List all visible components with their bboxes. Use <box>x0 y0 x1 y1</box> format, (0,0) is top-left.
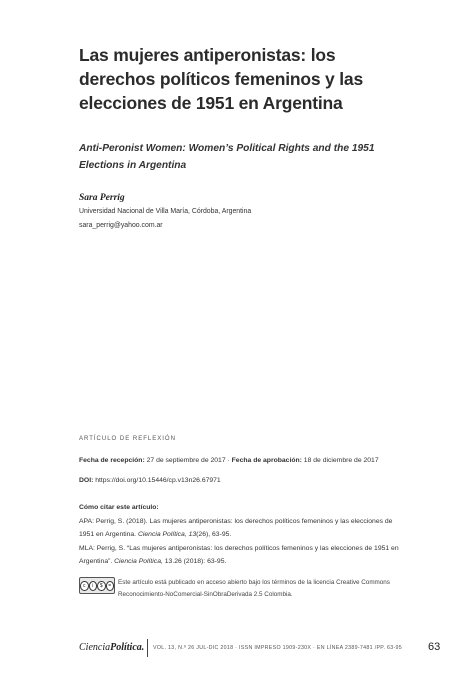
mla-issue: 13.26 (2018): 63-95. <box>162 557 227 565</box>
article-title: Las mujeres antiperonistas: los derechos políticos femeninos y las elecciones de 1951 en Argentina <box>79 45 363 113</box>
apa-text: APA: Perrig, S. (2018). Las mujeres antiperonistas: los derechos políticos femeninos y las elecciones de 1951 en Argentina. <box>79 518 393 538</box>
author-name: Sara Perrig <box>79 193 125 203</box>
by-icon: i <box>89 581 98 591</box>
mla-journal: Ciencia Política, <box>114 557 163 565</box>
footer-divider <box>147 639 148 657</box>
submission-dates <box>79 457 379 464</box>
nc-icon: $ <box>97 581 106 591</box>
page-number: 63 <box>428 641 441 653</box>
received-date: 27 de septiembre de 2017 <box>146 457 226 464</box>
cc-icon: c <box>80 581 89 591</box>
doi-line <box>79 477 221 484</box>
citation-mla <box>79 543 409 568</box>
creative-commons-badge-icon[interactable] <box>79 577 115 594</box>
approved-date: 18 de diciembre de 2017 <box>303 457 379 464</box>
doi-link[interactable]: https://doi.org/10.15446/cp.v13n26.67971 <box>95 477 221 484</box>
approved-label: Fecha de aprobación: <box>231 457 302 464</box>
journal-logo: CienciaPolítica. <box>79 642 145 653</box>
license-text: Este artículo está publicado en acceso abierto bajo los términos de la licencia Creative Commons Reconocimiento-NoComercial-SinObraDerivada 2.5 Colombia. <box>118 579 390 598</box>
author-email[interactable]: sara_perrig@yahoo.com.ar <box>79 222 163 229</box>
footer-info: VOL. 13, N.º 26 JUL-DIC 2018 · ISSN IMPRESO 1909-230X · EN LÍNEA 2389-7481 /PP. 63-95 <box>153 645 403 651</box>
date-separator: · <box>225 457 232 464</box>
article-subtitle-english: Anti-Peronist Women: Women’s Political Rights and the 1951 Elections in Argentina <box>79 143 375 171</box>
citation-heading: Cómo citar este artículo: <box>79 504 159 511</box>
nd-icon: = <box>106 581 115 591</box>
section-label: ARTÍCULO DE REFLEXIÓN <box>79 436 176 442</box>
mla-text: MLA: Perrig, S. “Las mujeres antiperonistas: los derechos políticos femeninos y las elecciones de 1951 en Argentina”. <box>79 545 399 565</box>
citation-apa <box>79 516 409 541</box>
author-affiliation: Universidad Nacional de Villa María, Córdoba, Argentina <box>79 208 252 215</box>
doi-label: DOI: <box>79 477 94 484</box>
apa-issue: (26), 63-95. <box>196 530 232 538</box>
apa-journal: Ciencia Política, 13 <box>137 530 197 538</box>
received-label: Fecha de recepción: <box>79 457 145 464</box>
